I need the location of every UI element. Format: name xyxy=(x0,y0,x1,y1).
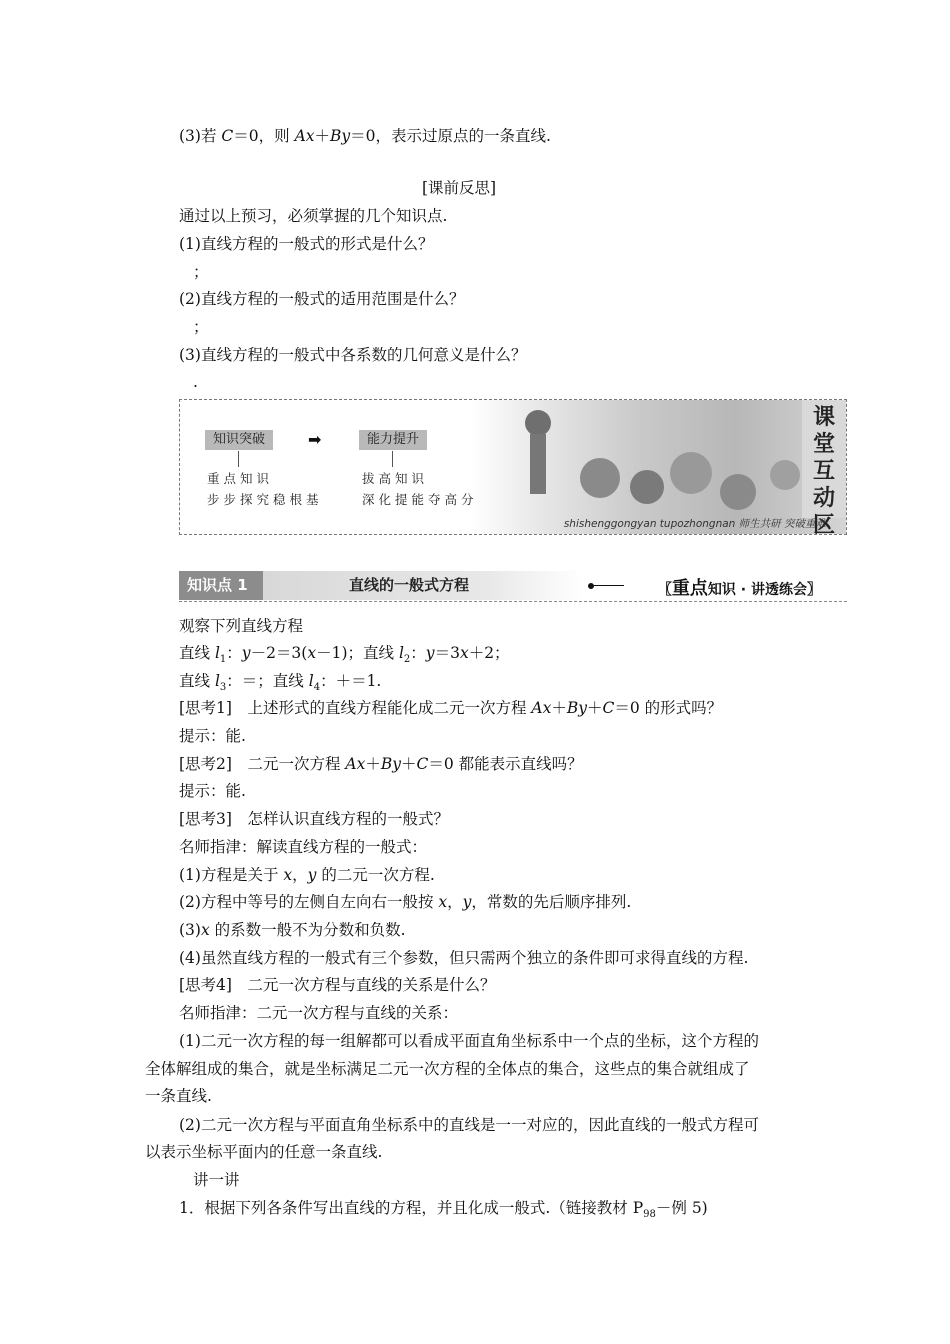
reflection-lead: 通过以上预习，必须掌握的几个知识点. xyxy=(179,207,448,225)
text: ，常数的先后顺序排列. xyxy=(471,893,632,911)
reflection-question-3: (3)直线方程的一般式中各系数的几何意义是什么？ xyxy=(179,346,527,364)
var-by: By xyxy=(380,755,401,773)
relation-1-line-1: (1)二元一次方程的每一组解都可以看成平面直角坐标系中一个点的坐标，这个方程的 xyxy=(179,1032,759,1050)
var-ax: Ax xyxy=(531,699,552,717)
divider xyxy=(594,585,624,586)
lecture-heading: 讲一讲 xyxy=(193,1171,240,1189)
var-y: y xyxy=(462,893,472,911)
teacher-note-1: 名师指津：解读直线方程的一般式： xyxy=(179,838,428,856)
text: 直线 xyxy=(179,644,215,662)
text: (1)方程是关于 xyxy=(179,866,284,884)
reflection-answer-2: ； xyxy=(193,318,209,336)
subscript: 4 xyxy=(313,682,321,694)
var-c: C xyxy=(416,755,429,773)
text: 直线 xyxy=(179,672,215,690)
text: ＋ xyxy=(587,699,603,717)
text: ＋2； xyxy=(468,644,510,662)
text: ＝3 xyxy=(434,644,460,662)
section-title: 直线的一般式方程 xyxy=(263,571,583,600)
relation-1-line-2: 全体解组成的集合，就是坐标满足二元一次方程的全体点的集合，这些点的集合就组成了 xyxy=(145,1060,750,1078)
equation-line-2 xyxy=(179,671,381,698)
subscript: 3 xyxy=(219,682,227,694)
var-y: y xyxy=(307,866,317,884)
title-char: 堂 xyxy=(812,432,835,457)
text: ， xyxy=(447,893,463,911)
text: ＝0，则 xyxy=(233,127,295,145)
slogan-text: 知识 · 讲透练会 xyxy=(707,582,807,598)
text: [思考1] 上述形式的直线方程能化成二元一次方程 xyxy=(179,699,532,717)
section-header xyxy=(179,571,847,600)
banner-right-line-2: 深化提能夺高分 xyxy=(362,492,478,507)
var-y: y xyxy=(241,644,251,662)
text: 的系数一般不为分数和负数. xyxy=(209,921,406,939)
classroom-banner xyxy=(179,399,847,535)
var-c: C xyxy=(221,127,234,145)
banner-footer: shishenggongyan tupozhongnan 师生共研 突破重难 xyxy=(563,518,826,530)
photo-figure xyxy=(770,460,800,490)
point-4: (4)虽然直线方程的一般式有三个参数，但只需两个独立的条件即可求得直线的方程. xyxy=(179,949,749,967)
var-l: l xyxy=(398,644,404,662)
text: (3) xyxy=(179,921,201,939)
relation-2-line-2: 以表示坐标平面内的任意一条直线. xyxy=(145,1143,383,1161)
banner-right-line-1: 拔高知识 xyxy=(362,471,429,486)
var-x: x xyxy=(459,644,469,662)
text: ＋ xyxy=(551,699,567,717)
banner-left-line-1: 重点知识 xyxy=(207,471,274,486)
slogan-emphasis: 重点 xyxy=(671,578,708,599)
think-1 xyxy=(179,698,722,718)
text: －1)；直线 xyxy=(316,644,399,662)
hint-1: 提示：能. xyxy=(179,727,246,745)
intro-item-3 xyxy=(179,126,551,146)
subscript: 2 xyxy=(403,654,411,666)
bracket-close: 〗 xyxy=(807,582,821,598)
banner-tag-knowledge: 知识突破 xyxy=(205,430,273,450)
hint-2: 提示：能. xyxy=(179,782,246,800)
text: ＝0，表示过原点的一条直线. xyxy=(350,127,551,145)
title-char: 课 xyxy=(812,405,835,430)
think-3: [思考3] 怎样认识直线方程的一般式？ xyxy=(179,810,449,828)
classroom-photo xyxy=(470,400,847,535)
bracket-open: 〖 xyxy=(657,582,672,598)
text: ＋ xyxy=(314,127,331,145)
text: ＝0 都能表示直线吗？ xyxy=(428,755,583,773)
var-l: l xyxy=(308,672,314,690)
arrow-right-icon: ➡ xyxy=(308,430,322,449)
relation-2-line-1: (2)二元一次方程与平面直角坐标系中的直线是一一对应的，因此直线的一般式方程可 xyxy=(179,1116,759,1134)
var-by: By xyxy=(330,127,351,145)
text: (3)若 xyxy=(179,127,222,145)
relation-1-line-3: 一条直线. xyxy=(145,1087,212,1105)
reflection-answer-3: . xyxy=(193,373,198,391)
text: －2＝3( xyxy=(250,644,308,662)
text: ：＝；直线 xyxy=(226,672,309,690)
var-by: By xyxy=(566,699,587,717)
text: ： xyxy=(226,644,242,662)
text: 的二元一次方程. xyxy=(316,866,435,884)
banner-tag-ability: 能力提升 xyxy=(359,430,427,450)
text: 1．根据下列各条件写出直线的方程，并且化成一般式.（链接教材 P xyxy=(179,1199,644,1217)
point-3 xyxy=(179,920,406,940)
title-char: 互 xyxy=(812,459,835,484)
title-char: 动 xyxy=(812,486,835,511)
var-x: x xyxy=(307,644,317,662)
text: ：＋＝1. xyxy=(320,672,382,690)
think-4: [思考4] 二元一次方程与直线的关系是什么？ xyxy=(179,976,496,994)
var-ax: Ax xyxy=(345,755,366,773)
subscript: 98 xyxy=(643,1209,656,1221)
example-1 xyxy=(179,1198,708,1225)
reflection-question-1: (1)直线方程的一般式的形式是什么？ xyxy=(179,235,434,253)
divider xyxy=(392,451,393,467)
text: －例 5) xyxy=(655,1199,708,1217)
point-1 xyxy=(179,865,435,885)
var-l: l xyxy=(214,672,220,690)
point-2 xyxy=(179,892,631,912)
section-tag: 知识点 1 xyxy=(179,571,263,600)
banner-vertical-title xyxy=(802,400,846,535)
var-l: l xyxy=(214,644,220,662)
subscript: 1 xyxy=(219,654,227,666)
text: ， xyxy=(292,866,308,884)
reflection-answer-1: ； xyxy=(193,263,209,281)
think-2 xyxy=(179,754,583,774)
var-y: y xyxy=(425,644,435,662)
reflection-heading: [课前反思] xyxy=(422,179,497,197)
var-x: x xyxy=(283,866,293,884)
text: (2)方程中等号的左侧自左向右一般按 xyxy=(179,893,439,911)
text: [思考2] 二元一次方程 xyxy=(179,755,346,773)
var-x: x xyxy=(438,893,448,911)
photo-figure xyxy=(630,470,664,504)
var-c: C xyxy=(602,699,615,717)
var-x: x xyxy=(200,921,210,939)
photo-figure xyxy=(525,410,551,436)
section-slogan xyxy=(658,574,821,600)
text: ： xyxy=(410,644,426,662)
banner-left-line-2: 步步探究稳根基 xyxy=(207,492,323,507)
photo-figure xyxy=(580,458,620,498)
observe-heading: 观察下列直线方程 xyxy=(179,617,304,635)
divider xyxy=(238,451,239,467)
equation-line-1 xyxy=(179,643,510,670)
reflection-question-2: (2)直线方程的一般式的适用范围是什么？ xyxy=(179,290,465,308)
photo-figure xyxy=(530,434,546,494)
var-ax: Ax xyxy=(294,127,315,145)
text: ＋ xyxy=(401,755,417,773)
photo-figure xyxy=(720,474,756,510)
title-char: 区 xyxy=(812,513,835,535)
bullet-icon xyxy=(588,583,594,589)
section-underline xyxy=(179,601,847,602)
text: ＋ xyxy=(365,755,381,773)
teacher-note-2: 名师指津：二元一次方程与直线的关系： xyxy=(179,1004,459,1022)
photo-figure xyxy=(670,452,712,494)
text: ＝0 的形式吗？ xyxy=(614,699,723,717)
